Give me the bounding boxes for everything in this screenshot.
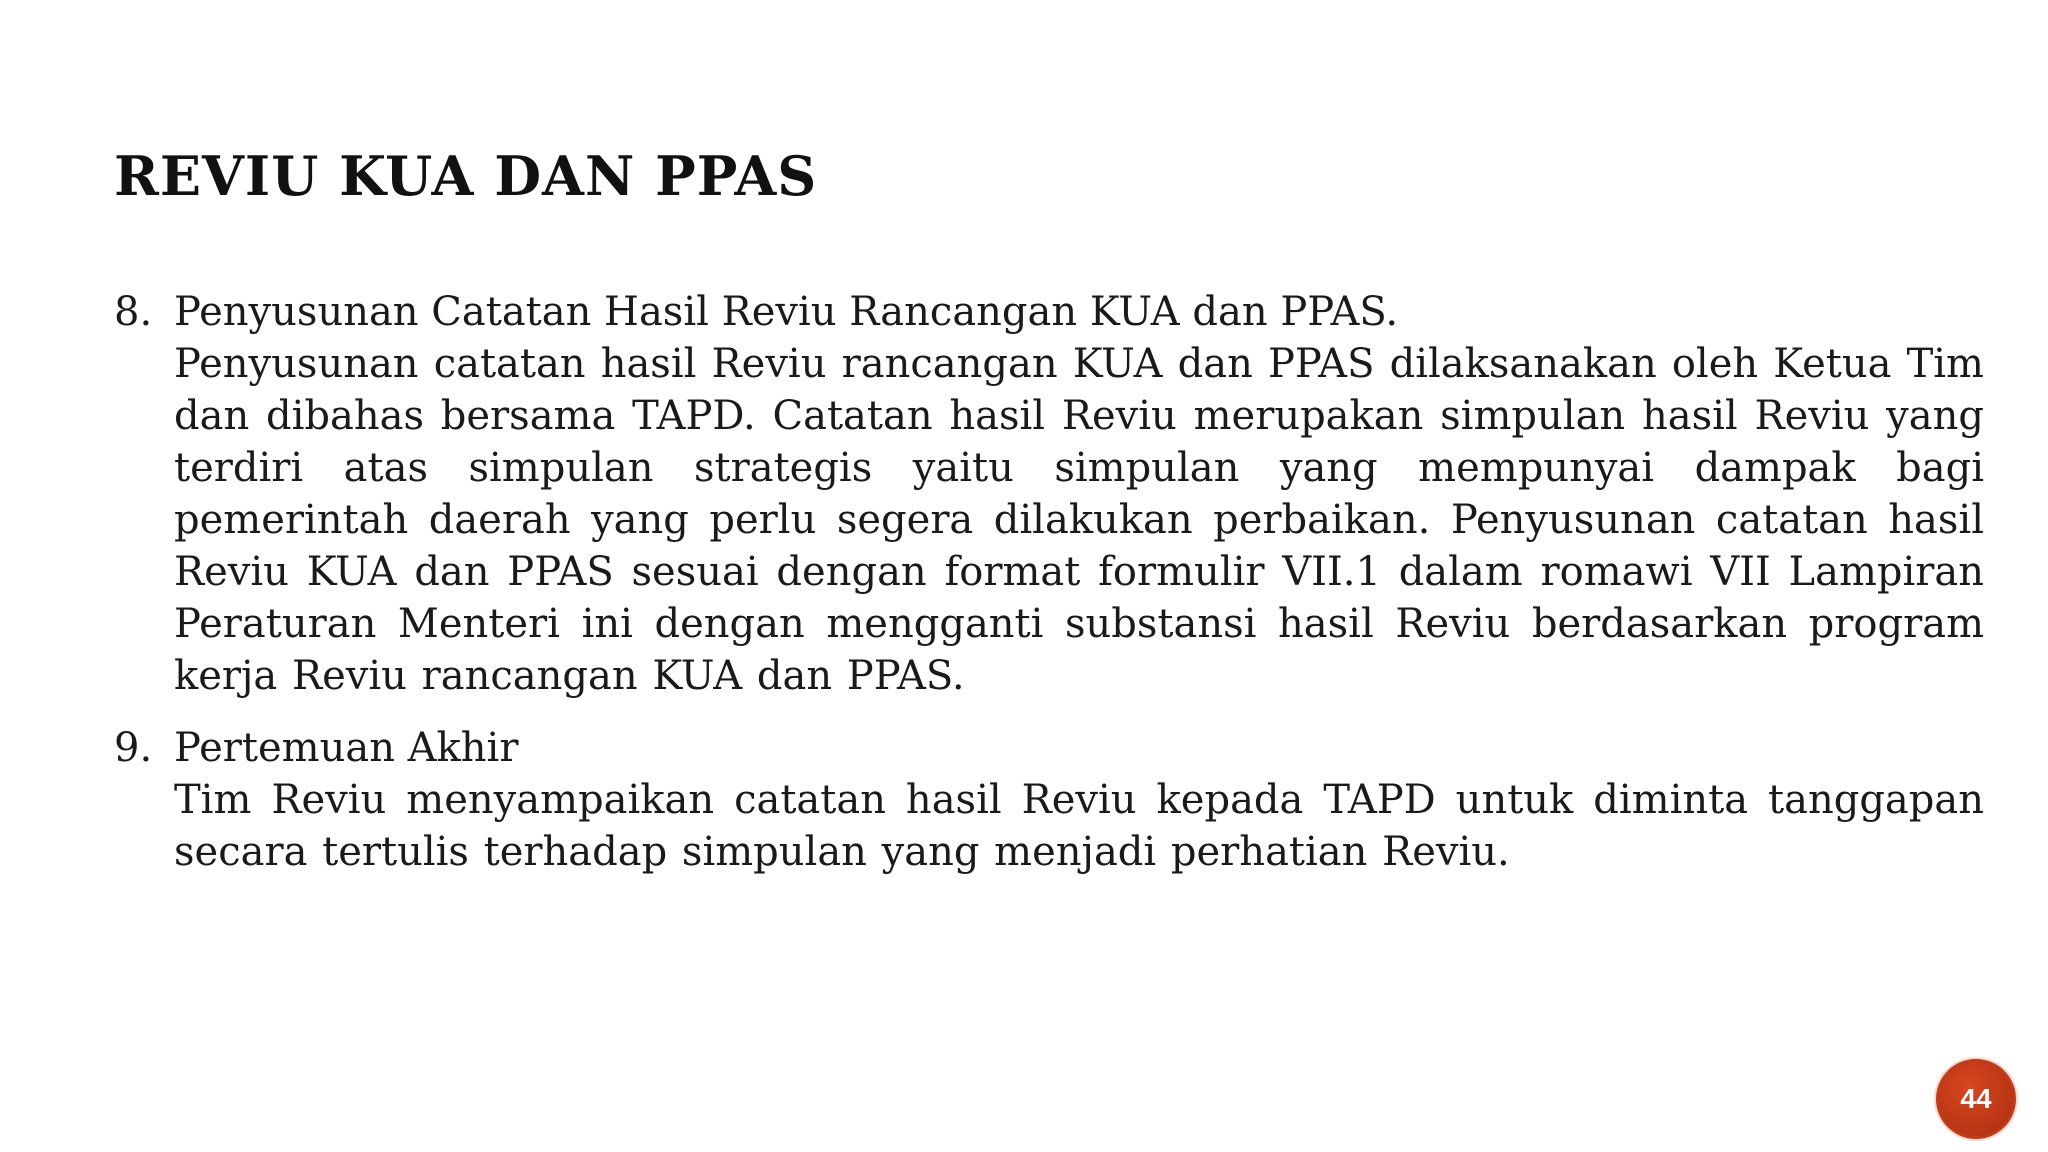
slide-content [114, 286, 1984, 878]
item-number: 9. [114, 725, 153, 771]
item-body [174, 286, 1984, 702]
item-number: 8. [114, 289, 153, 335]
item-heading: Penyusunan Catatan Hasil Reviu Rancangan KUA dan PPAS. [174, 289, 1399, 335]
item-heading: Pertemuan Akhir [174, 725, 519, 771]
item-body [174, 722, 1984, 878]
item-paragraph: Penyusunan catatan hasil Reviu rancangan KUA dan PPAS dilaksanakan oleh Ketua Tim dan dibahas bersama TAPD. Catatan hasil Reviu merupakan simpulan hasil Reviu yang terdiri atas simpulan strategis yaitu simpulan yang mempunyai dampak bagi pemerintah daerah yang perlu segera dilakukan perbaikan. Penyusunan catatan hasil Reviu KUA dan PPAS sesuai dengan format formulir VII.1 dalam romawi VII Lampiran Peraturan Menteri ini dengan mengganti substansi hasil Reviu berdasarkan program kerja Reviu rancangan KUA dan PPAS. [174, 341, 1984, 699]
page-number: 44 [1960, 1083, 1992, 1114]
slide-title: REVIU KUA DAN PPAS [114, 144, 818, 208]
list-item-9 [114, 722, 1984, 878]
item-paragraph: Tim Reviu menyampaikan catatan hasil Reviu kepada TAPD untuk diminta tanggapan secara tertulis terhadap simpulan yang menjadi perhatian Reviu. [174, 777, 1984, 875]
list-item-8 [114, 286, 1984, 702]
page-number-badge [1936, 1059, 2016, 1139]
